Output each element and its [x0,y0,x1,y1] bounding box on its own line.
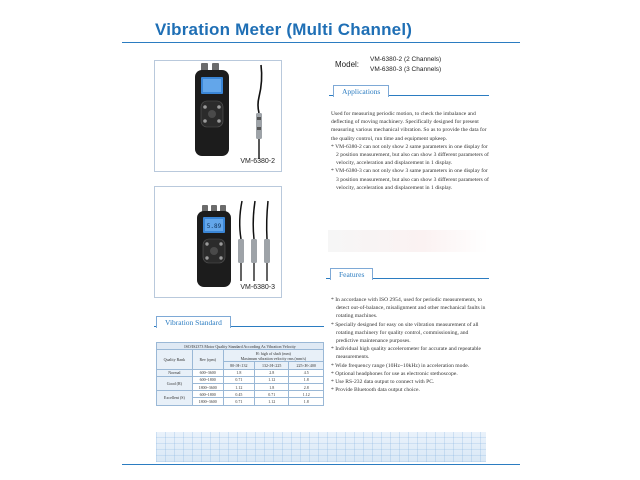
bottom-divider [122,464,520,465]
model-list [370,55,441,75]
photo-caption: VM-6380-2 [240,158,275,165]
table-cell-value: 2.8 [289,383,324,390]
table-cell-value: 0.71 [223,376,254,383]
model-item: VM-6380-3 (3 Channels) [370,66,442,73]
table-cell-rev: 1800~3600 [192,383,223,390]
table-cell-rank: Excellent (S) [157,391,193,405]
feature-item: * Wide frequency range (10Hz~10kHz) in acceleration mode. [331,362,470,369]
table-cell-value: 1.8 [289,398,324,405]
table-row [157,369,324,376]
table-cell-value: 1.8 [289,376,324,383]
table-cell-value: 1.12 [289,391,324,398]
table-cell-value: 4.5 [289,369,324,376]
table-row [157,376,324,383]
table-cell-rev: 600~3600 [192,369,223,376]
table-cell-value: 2.8 [255,369,289,376]
table-cell-rev: 600~1800 [192,376,223,383]
vibration-standard-table [156,342,324,406]
feature-item: * Specially designed for easy on site vibration measurement of all rotating machinery for quality control, commissioning, and predictive maintenance purposes. [331,321,479,345]
applications-bullet: * VM-6380-2 can not only show 2 same parameters in one display for 2 position measurement, but also can show 3 different parameters of velocity, acceleration and displacement in 1 display. [331,143,489,167]
vibration-meter-2ch-image [155,61,282,172]
table-cell-value: 0.45 [223,391,254,398]
device-screen-readout: 5.89 [206,223,222,230]
applications-text [331,110,491,192]
feature-item: * Use RS-232 data output to connect with PC. [331,379,435,386]
table-cell-value: 0.71 [223,398,254,405]
photo-caption: VM-6380-3 [240,284,275,291]
decorative-band [328,230,488,252]
tab-applications: Applications [333,85,389,97]
decorative-circuit-banner [156,432,486,462]
table-header-rev: Rev (rpm) [192,350,223,369]
table-cell-rank: Normal [157,369,193,376]
table-cell-value: 1.8 [223,369,254,376]
features-list [331,296,491,394]
table-caption: ISO/IS2373 Motor Quality Standard According As Vibration Velocity [157,343,324,350]
table-cell-rev: 1800~3600 [192,398,223,405]
table-header-range: 132<H<225 [255,362,289,369]
table-cell-value: 1.8 [255,383,289,390]
table-header-shaft [223,350,323,362]
product-photo-vm-6380-3 [154,186,282,298]
table-cell-value: 0.71 [255,391,289,398]
applications-bullet: * VM-6380-3 can not only show 3 same parameters in one display for 3 position measurement, but also can show 3 different parameters of velocity, acceleration and displacement in 1 display. [331,168,489,191]
tab-vibration-standard: Vibration Standard [156,316,231,328]
feature-item: * Provide Bluetooth data output choice. [331,387,420,394]
feature-item: * In accordance with ISO 2954, used for periodic measurements, to detect out-of-balance, misalignment and other mechanical faults in rotating machines. [331,297,486,320]
vibration-meter-3ch-image [155,187,282,298]
table-cell-rev: 600~1800 [192,391,223,398]
feature-item: * Optional headphones for use as electronic stethoscope. [331,370,458,377]
feature-item: * Individual high quality accelerometer for accurate and repeatable measurements. [331,346,482,361]
table-header-shaft-line: H: high of shaft (mm) [255,350,291,356]
table-header-quality: Quality Rank [157,350,193,369]
applications-intro: Used for measuring periodic motion, to check the imbalance and deflecting of moving machinery. Specifically designed for present measuring various mechanical vibration. So as to provide the data for the quality control, run time and equipment upkeep. [331,111,487,142]
table-cell-value: 1.12 [223,383,254,390]
page-title: Vibration Meter (Multi Channel) [155,20,413,39]
table-row [157,391,324,398]
table-cell-value: 1.12 [255,398,289,405]
tab-features: Features [330,268,373,280]
table-cell-value: 1.12 [255,376,289,383]
table-header-max-line: Maximum vibration velocity rms (mm/s) [240,355,307,361]
table-header-range: 80<H<132 [223,362,254,369]
product-photo-vm-6380-2 [154,60,282,172]
model-item: VM-6380-2 (2 Channels) [370,56,442,63]
model-label: Model: [335,60,360,69]
table-header-range: 225<H<400 [289,362,324,369]
table-cell-rank: Good (R) [157,376,193,390]
title-divider [122,42,520,43]
